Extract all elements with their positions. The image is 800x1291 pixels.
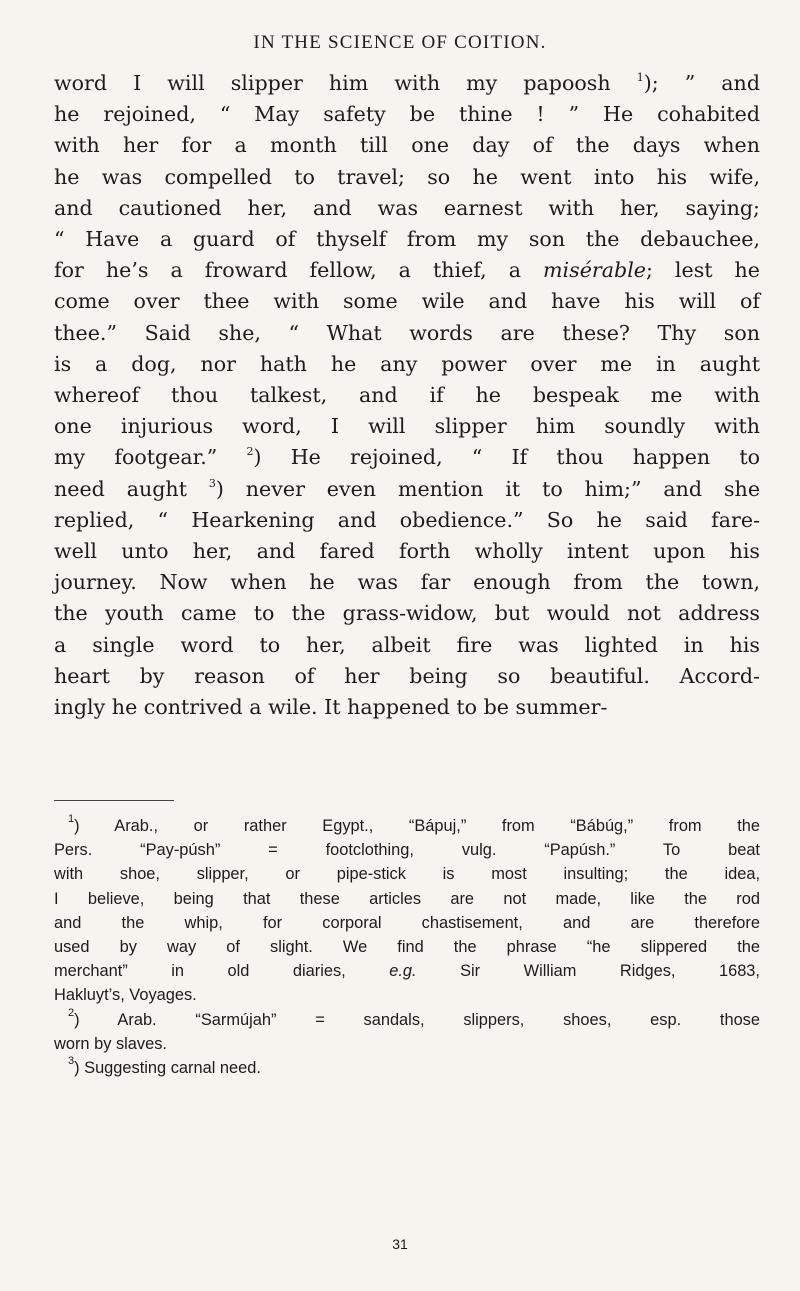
text-line: word I will slipper him with my papoosh $^1$); ” and — [54, 71, 761, 95]
text-line: for he’s a froward fellow, a thief, a misérable; lest he — [54, 258, 760, 283]
body-text — [54, 68, 760, 723]
text-line: need aught $^3$) never even mention it to him;” and she — [54, 476, 761, 501]
footnote-line: Hakluyt’s, Voyages. — [54, 986, 197, 1005]
footnote-2: $^2$) Arab. “Sarmújah” = sandals, slippers, shoes, esp. those — [68, 1006, 760, 1029]
footnote-number: 3 — [68, 1055, 75, 1068]
text-line: is a dog, nor hath he any power over me in aught — [54, 351, 760, 376]
text-line: ingly he contrived a wile. It happened to be summer- — [54, 695, 608, 720]
footnote-line: worn by slaves. — [54, 1034, 167, 1053]
text-line: the youth came to the grass-widow, but would not address — [54, 601, 760, 626]
page-number: 31 — [392, 1236, 408, 1252]
text-line: my footgear.” $^2$) He rejoined, “ If thou happen to — [54, 445, 760, 470]
footnote-mark: 1 — [636, 71, 644, 84]
text-line: thee.” Said she, “ What words are these? Thy son — [54, 320, 760, 345]
footnote-number: 2 — [68, 1006, 75, 1019]
text-line: heart by reason of her being so beautiful. Accord- — [54, 663, 760, 688]
text-line: he rejoined, “ May safety be thine ! ” He cohabited — [54, 102, 760, 127]
footnote-line: used by way of slight. We find the phrase “he slippered the — [54, 938, 760, 957]
footnote-line: merchant” in old diaries, e.g. Sir William Ridges, 1683, — [54, 962, 760, 981]
footnote-mark: 2 — [246, 445, 254, 459]
footnote-number: 1 — [68, 813, 75, 825]
footnote-mark: 3 — [208, 476, 216, 490]
italic-word: misérable — [543, 258, 646, 283]
text-line: a single word to her, albeit fire was lighted in his — [54, 632, 760, 657]
footnote-line: and the whip, for corporal chastisement, and are therefore — [54, 913, 760, 932]
footnote-line: with shoe, slipper, or pipe-stick is most insulting; the idea, — [54, 865, 760, 884]
text-line: come over thee with some wile and have his will of — [54, 289, 760, 314]
footnote-line: Pers. “Pay-púsh” = footclothing, vulg. “Papúsh.” To beat — [54, 841, 760, 860]
italic-abbrev: e.g. — [389, 962, 417, 981]
text-line: with her for a month till one day of the days when — [54, 133, 760, 158]
footnote-1: $^1$) Arab., or rather Egypt., “Bápuj,” from “Bábúg,” from the — [68, 813, 760, 835]
text-line: he was compelled to travel; so he went into his wife, — [54, 164, 760, 189]
footnote-line: I believe, being that these articles are not made, like the rod — [54, 889, 760, 908]
text-line: replied, “ Hearkening and obedience.” So he said fare- — [54, 507, 760, 532]
footnotes — [54, 814, 760, 1080]
text-line: journey. Now when he was far enough from the town, — [54, 570, 760, 595]
running-head: IN THE SCIENCE OF COITION. — [253, 32, 547, 53]
text-line: and cautioned her, and was earnest with her, saying; — [54, 195, 760, 220]
footnote-3: $^3$) Suggesting carnal need. — [68, 1055, 261, 1078]
text-line: “ Have a guard of thyself from my son the debauchee, — [54, 227, 760, 252]
text-line: well unto her, and fared forth wholly intent upon his — [54, 539, 760, 564]
text-line: whereof thou talkest, and if he bespeak me with — [54, 383, 760, 408]
text-line: one injurious word, I will slipper him soundly with — [54, 414, 760, 439]
footnote-rule — [54, 800, 174, 801]
